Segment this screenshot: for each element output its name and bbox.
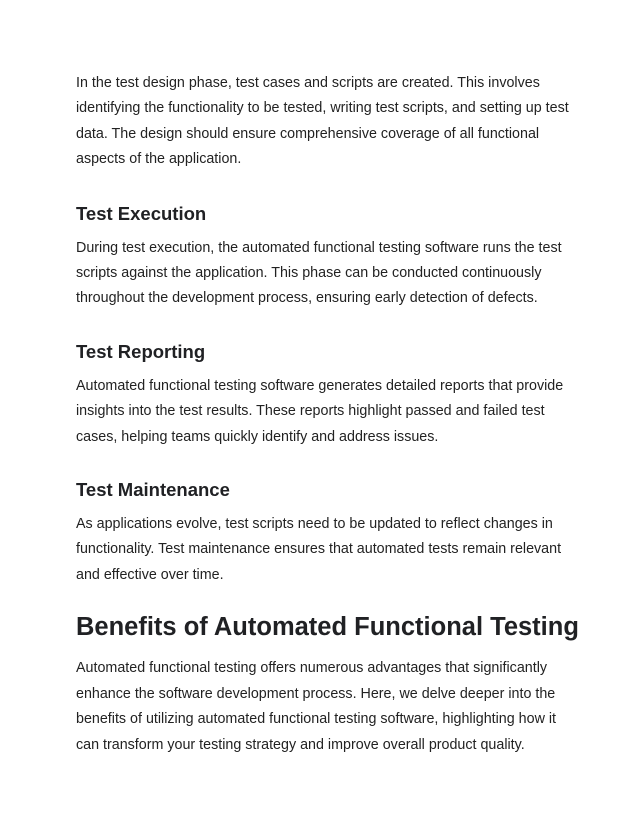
intro-paragraph: In the test design phase, test cases and scripts are created. This involves identifying the functionality to be tested, writing test scripts, and setting up test data. The design should ensure comprehensive coverage of all functional aspects of the application. [76, 75, 569, 168]
section-heading-test-maintenance: Test Maintenance [76, 479, 230, 501]
section-heading-test-execution: Test Execution [76, 202, 207, 224]
section-body-test-execution: During test execution, the automated functional testing software runs the test scripts against the application. This phase can be conducted continuously throughout the development process, ensuring early detection of defects. [76, 239, 562, 307]
section-body-test-maintenance: As applications evolve, test scripts need to be updated to reflect changes in functionality. Test maintenance ensures that automated tests remain relevant and effective over time. [76, 516, 562, 583]
section-heading-test-reporting: Test Reporting [76, 340, 206, 362]
benefits-heading: Benefits of Automated Functional Testing [76, 613, 579, 642]
section-body-test-reporting: Automated functional testing software generates detailed reports that provide insights into the test results. These reports highlight passed and failed test cases, helping teams quickly identify and address issues. [76, 377, 564, 445]
benefits-body: Automated functional testing offers numerous advantages that significantly enhance the software development process. Here, we delve deeper into the benefits of utilizing automated functional testing software, highlighting how it can transform your testing strategy and improve overall product quality. [76, 660, 557, 753]
document-content [76, 71, 579, 758]
